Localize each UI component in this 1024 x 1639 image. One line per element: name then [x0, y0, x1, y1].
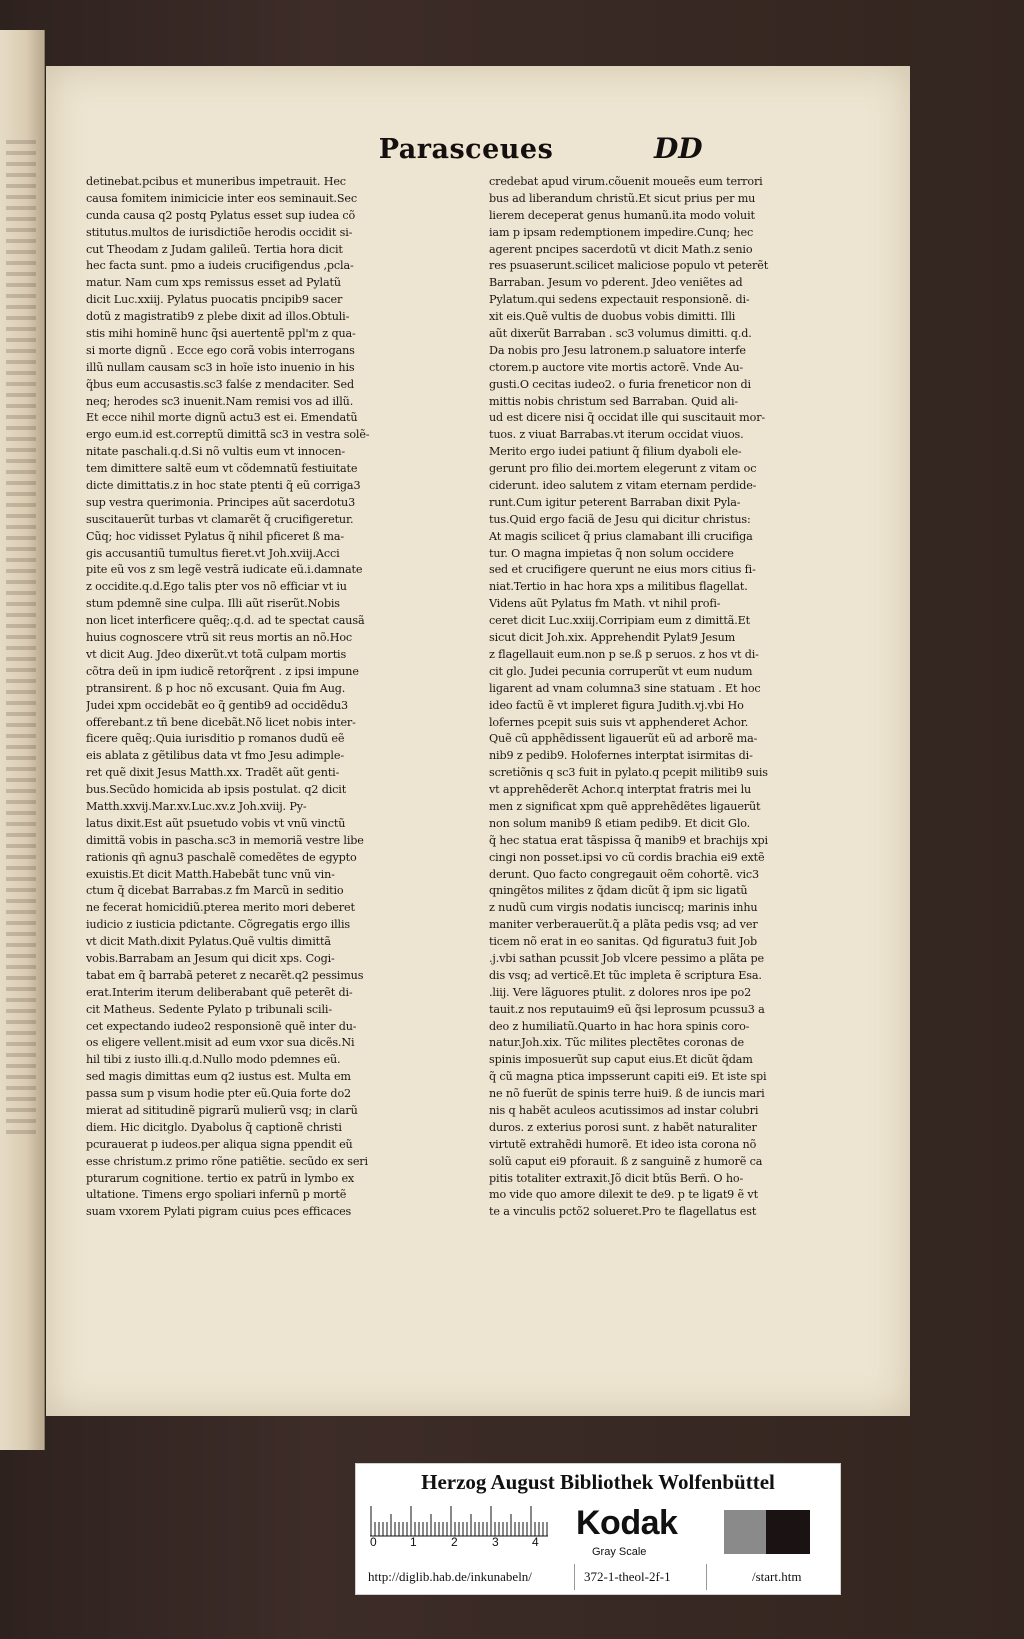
text-line: stum pdemnẽ sine culpa. Illi aũt riserũt.Nobis: [86, 597, 340, 611]
text-line: screti̇ỡnis q sc3 fuit in pylato.q pcepit militib9 suis: [489, 766, 768, 780]
ruler-number: 3: [492, 1535, 499, 1549]
text-line: dis vsq; ad verticẽ.Et tũc impleta ẽ scriptura Esa.: [489, 968, 762, 982]
text-line: tauit.z nos reputauim9 eũ q̃si leprosum pcussu3 a: [489, 1002, 765, 1016]
text-line: lierem deceperat genus humanũ.ita modo voluit: [489, 208, 755, 222]
folio-signature: DD: [654, 132, 703, 165]
text-line: Barraban. Jesum vo pderent. Jdeo veniẽtes ad: [489, 276, 743, 290]
text-line: qningẽtos milites z q̃dam dicũt q̃ ipm sic ligatũ: [489, 884, 748, 898]
text-line: ciderunt. ideo salutem z vitam eternam perdide-: [489, 479, 757, 493]
text-line: hil tibi z iusto illi.q.d.Nullo modo pdemnes eũ.: [86, 1053, 341, 1067]
text-line: solũ caput ei9 pforauit. ß z sanguinẽ z humorẽ ca: [489, 1154, 763, 1168]
text-line: res psuaserunt.scilicet maliciose populo vt peterẽt: [489, 259, 769, 273]
text-line: Cũq; hoc vidisset Pylatus q̃ nihil pficeret ß ma-: [86, 529, 344, 543]
text-line: ne nõ fuerũt de spinis terre hui9. ß de iuncis mari: [489, 1087, 765, 1101]
color-target-card: [355, 1463, 841, 1595]
text-line: illũ nullam causam sc3 in hoĩe isto inuenio in his: [86, 360, 355, 374]
text-line: ctum q̃ dicebat Barrabas.z fm Marcũ in seditio: [86, 884, 344, 898]
text-line: cit Matheus. Sedente Pylato p tribunali scili-: [86, 1002, 332, 1016]
text-line: cet expectando iudeo2 responsionẽ quẽ inter du-: [86, 1019, 357, 1033]
text-line: si morte dignũ . Ecce ego corã vobis interrogans: [86, 343, 355, 357]
text-line: derunt. Quo facto congregauit oẽm cohortẽ. vic3: [489, 867, 759, 881]
text-line: ptransirent. ß p hoc nõ excusant. Quia fm Aug.: [86, 681, 346, 695]
text-line: lofernes pcepit suis suis vt apphenderet Achor.: [489, 715, 749, 729]
text-line: men z significat xpm quẽ apprehẽdẽtes ligauerũt: [489, 799, 761, 813]
text-line: tur. O magna impietas q̃ non solum occidere: [489, 546, 734, 560]
text-line: stitutus.multos de iurisdictiõe herodis occidit si-: [86, 225, 353, 239]
text-line: passa sum p visum hodie pter eũ.Quia forte do2: [86, 1087, 351, 1101]
text-line: vt apprehẽderẽt Achor.q interptat fratris mei lu: [489, 783, 752, 797]
text-line: eis ablata z gẽtilibus data vt fmo Jesu adimple-: [86, 749, 344, 763]
text-line: niat.Tertio in hac hora xps a militibus flagellat.: [489, 580, 748, 594]
text-line: dimittã vobis in pascha.sc3 in memoriã vestre libe: [86, 833, 364, 847]
text-line: bus ad liberandum christũ.Et sicut prius per mu: [489, 191, 756, 205]
text-line: sed et crucifigere querunt ne eius mors citius fi-: [489, 563, 756, 577]
text-line: ctorem.p auctore vite mortis actorẽ. Vnde Au-: [489, 360, 744, 374]
text-line: esse christum.z primo rõne patiẽtie. secũdo ex seri: [86, 1154, 368, 1168]
text-line: offerebant.z tñ bene dicebãt.Nõ licet nobis inter-: [86, 715, 356, 729]
text-line: credebat apud virum.cõuenit moueẽs eum terrori: [489, 175, 763, 188]
text-line: non licet interficere quẽq;.q.d. ad te spectat causã: [86, 614, 365, 628]
text-line: cut Theodam z Judam galileũ. Tertia hora dicit: [86, 242, 343, 256]
text-line: maniter verberauerũt.q̃ a plãta pedis vsq; ad ver: [489, 918, 758, 932]
facing-page-edge: [0, 30, 45, 1450]
text-line: mierat ad sititudinẽ pigrarũ mulierũ vsq; in clarũ: [86, 1103, 358, 1117]
text-line: cit glo. Judei pecunia corruperũt vt eum nudum: [489, 664, 753, 678]
text-line: cunda causa q2 postq Pylatus esset sup iudea cõ: [86, 208, 356, 222]
text-line: ideo factũ ẽ vt impleret figura Judith.vj.vbi Ho: [489, 698, 744, 712]
url-bar: [356, 1560, 840, 1592]
text-line: ligarent ad vnam columna3 sine statuam . Et hoc: [489, 681, 761, 695]
text-line: detinebat.pcibus et muneribus impetrauit. Hec: [86, 175, 346, 188]
text-line: pturarum cognitione. tertio ex patrũ in lymbo ex: [86, 1171, 355, 1185]
ruler-number: 4: [532, 1535, 539, 1549]
shelfmark: 372-1-theol-2f-1: [584, 1569, 671, 1584]
text-line: duros. z exterius porosi sunt. z habẽt naturaliter: [489, 1120, 757, 1134]
text-line: ceret dicit Luc.xxiij.Corripiam eum z dimittã.Et: [489, 614, 750, 628]
ruler-number: 0: [370, 1535, 377, 1549]
text-line: Matth.xxvij.Mar.xv.Luc.xv.z Joh.xviij. Py-: [86, 799, 307, 813]
text-line: aũt dixerũt Barraban . sc3 volumus dimitti. q.d.: [489, 327, 752, 341]
text-line: iam p ipsam redemptionem impedire.Cunq; hec: [489, 225, 754, 239]
text-line: z occidite.q.d.Ego talis pter vos nõ efficiar vt iu: [86, 580, 347, 594]
text-line: suam vxorem Pylati pigram cuius pces efficaces: [86, 1205, 352, 1219]
text-line: latus dixit.Est aũt psuetudo vobis vt vnũ vinctũ: [86, 816, 346, 830]
text-line: .liij. Vere lãguores ptulit. z dolores nros ipe po2: [489, 985, 752, 999]
text-line: Judei xpm occidebãt eo q̃ gentib9 ad occidẽdu3: [86, 698, 349, 712]
text-line: suscitauerũt turbas vt clamarẽt q̃ crucifigeretur.: [86, 512, 354, 526]
text-line: At magis scilicet q̃ prius clamabant illi crucifiga: [489, 529, 753, 543]
text-line: te a vinculis pctõ2 solueret.Pro te flagellatus est: [489, 1205, 757, 1219]
text-line: ficere quẽq;.Quia iurisditio p romanos dudũ eẽ: [86, 732, 345, 746]
text-line: neq; herodes sc3 inuenit.Nam remisi vos ad illũ.: [86, 394, 354, 408]
text-line: non solum manib9 ß etiam pedib9. Et dicit Glo.: [489, 816, 751, 830]
printed-page: [46, 66, 910, 1416]
ruler-number: 1: [410, 1535, 417, 1549]
text-line: ne fecerat homicidiũ.pterea merito mori deberet: [86, 901, 355, 915]
separator: [574, 1564, 575, 1590]
text-line: Videns aũt Pylatus fm Math. vt nihil profi-: [489, 597, 721, 611]
text-line: pcurauerat p iudeos.per aliqua signa ppendit eũ: [86, 1137, 353, 1151]
kodak-logo: Kodak: [576, 1504, 678, 1542]
text-line: Da nobis pro Jesu latronem.p saluatore interfe: [489, 343, 746, 357]
text-line: virtutẽ extrahẽdi humorẽ. Et ideo ista corona nõ: [489, 1137, 757, 1151]
text-line: tabat em q̃ barrabã peteret z necarẽt.q2 pessimus: [86, 968, 364, 982]
right-text-column: [489, 174, 854, 1221]
text-line: q̃ cũ magna ptica impsserunt capiti ei9. Et iste spi: [489, 1070, 767, 1084]
gray-scale-label: Gray Scale: [592, 1546, 647, 1558]
text-line: mittis nobis christum sed Barraban. Quid ali-: [489, 394, 739, 408]
text-line: nib9 z pedib9. Holofernes interptat isirmitas di-: [489, 749, 753, 763]
text-line: sup vestra querimonia. Principes aũt sacerdotu3: [86, 495, 356, 509]
text-line: vt dicit Aug. Jdeo dixerũt.vt totã culpam mortis: [86, 647, 347, 661]
text-line: vobis.Barrabam an Jesum qui dicit xps. Cogi-: [86, 951, 335, 965]
text-line: q̃bus eum accusastis.sc3 falśe z mendaciter. Sed: [86, 377, 355, 391]
text-line: Pylatum.qui sedens expectauit responsionẽ. di-: [489, 293, 750, 307]
text-line: gusti.O cecitas iudeo2. o furia freneticor non di: [489, 377, 751, 391]
text-line: Quẽ cũ apphẽdissent ligauerũt eũ ad arborẽ ma-: [489, 732, 758, 746]
text-line: .j.vbi sathan pcussit Job vlcere pessimo a plãta pe: [489, 951, 764, 965]
text-line: huius cognoscere vtrũ sit reus mortis an nõ.Hoc: [86, 631, 353, 645]
separator: [706, 1564, 707, 1590]
text-line: sicut dicit Joh.xix. Apprehendit Pylat9 Jesum: [489, 631, 736, 645]
text-line: spinis imposuerũt sup caput eius.Et dicũt q̃dam: [489, 1053, 753, 1067]
text-line: gis accusantiũ tumultus fieret.vt Joh.xviij.Acci: [86, 546, 340, 560]
text-line: dicit Luc.xxiij. Pylatus puocatis pncipib9 sacer: [86, 293, 343, 307]
text-line: z nudũ cum virgis nodatis iunciscq; marinis inhu: [489, 901, 758, 915]
start-link: /start.htm: [752, 1569, 802, 1584]
text-line: xit eis.Quẽ vultis de duobus vobis dimitti. Illi: [489, 310, 736, 324]
text-line: bus.Secũdo homicida ab ipsis postulat. q2 dicit: [86, 783, 347, 797]
gray-swatch: [724, 1510, 766, 1554]
text-line: rationis qñ agnu3 paschalẽ comedẽtes de egypto: [86, 850, 357, 864]
text-line: runt.Cum igitur peterent Barraban dixit Pyla-: [489, 495, 741, 509]
text-line: mo vide quo amore dilexit te de9. p te ligat9 ẽ vt: [489, 1188, 758, 1202]
text-line: gerunt pro filio dei.mortem elegerunt z vitam oc: [489, 462, 757, 476]
text-line: agerent pncipes sacerdotũ vt dicit Math.z senio: [489, 242, 753, 256]
text-line: pite eũ vos z sm legẽ vestrã iudicate eũ.i.damnate: [86, 563, 363, 577]
dark-swatch: [766, 1510, 810, 1554]
text-line: dotũ z magistratib9 z plebe dixit ad illos.Obtuli-: [86, 310, 350, 324]
text-line: ultatione. Timens ergo spoliari infernũ p mortẽ: [86, 1188, 347, 1202]
text-line: cingi non posset.ipsi vo cũ cordis brachia ei9 extẽ: [489, 850, 765, 864]
text-line: pitis totaliter extraxit.Jõ dicit btũs Berñ. O ho-: [489, 1171, 744, 1185]
text-line: ud est dicere nisi q̃ occidat ille qui suscitauit mor-: [489, 411, 766, 425]
text-line: tuos. z viuat Barrabas.vt iterum occidat viuos.: [489, 428, 744, 442]
running-head: Parasceues: [378, 134, 554, 165]
text-line: Et ecce nihil morte dignũ actu3 est ei. Emendatũ: [86, 411, 358, 425]
text-line: sed magis dimittas eum q2 iustus est. Multa em: [86, 1070, 351, 1084]
text-line: stis mihi hominẽ hunc q̃si auertentẽ ppl'm z qua-: [86, 327, 356, 341]
text-line: causa fomitem inimicicie inter eos seminauit.Sec: [86, 191, 357, 205]
ruler-numbers: [370, 1535, 556, 1553]
text-line: nis q habẽt aculeos acutissimos ad instar colubri: [489, 1103, 759, 1117]
text-line: ergo eum.id est.correptũ dimittã sc3 in vestra solẽ-: [86, 428, 370, 442]
text-line: q̃ hec statua erat tãspissa q̃ manib9 et brachijs xpi: [489, 833, 768, 847]
facing-page-text-fragment: [6, 140, 36, 1140]
text-line: erat.Interim iterum deliberabant quẽ peterẽt di-: [86, 985, 353, 999]
text-line: deo z humiliatũ.Quarto in hac hora spinis coro-: [489, 1019, 750, 1033]
text-line: vt dicit Math.dixit Pylatus.Quẽ vultis dimittã: [86, 935, 331, 949]
ruler-number: 2: [451, 1535, 458, 1549]
text-line: os eligere vellent.misit ad eum vxor sua dicẽs.Ni: [86, 1036, 355, 1050]
text-line: exuistis.Et dicit Matth.Habebãt tunc vnũ vin-: [86, 867, 335, 881]
text-line: ticem nõ erat in eo sanitas. Qd figuratu3 fuit Job: [489, 935, 758, 949]
left-text-column: [86, 174, 451, 1221]
text-line: tus.Quid ergo faciã de Jesu qui dicitur christus:: [489, 512, 751, 526]
text-line: cõtra deũ in ipm iudicẽ retorq̃rent . z ipsi impune: [86, 664, 359, 678]
text-line: dicte dimittatis.z in hoc state ptenti q̃ eũ corriga3: [86, 479, 361, 493]
text-line: nitate paschali.q.d.Si nõ vultis eum vt innocen-: [86, 445, 346, 459]
text-line: matur. Nam cum xps remissus esset ad Pylatũ: [86, 276, 341, 290]
text-line: diem. Hic dicitglo. Dyabolus q̃ captionẽ christi: [86, 1120, 342, 1134]
digital-library-url: http://diglib.hab.de/inkunabeln/: [368, 1569, 532, 1584]
text-line: ret quẽ dixit Jesus Matth.xx. Tradẽt aũt genti-: [86, 766, 340, 780]
text-line: tem dimittere saltẽ eum vt cõdemnatũ festiuitate: [86, 462, 358, 476]
text-line: hec facta sunt. pmo a iudeis crucifigendus ,pcla-: [86, 259, 354, 273]
text-line: iudicio z iusticia pdictante. Cõgregatis ergo illis: [86, 918, 350, 932]
text-line: natur.Joh.xix. Tũc milites plectẽtes coronas de: [489, 1036, 744, 1050]
text-line: z flagellauit eum.non p se.ß p seruos. z hos vt di-: [489, 647, 759, 661]
text-line: Merito ergo iudei patiunt q̃ filium dyaboli ele-: [489, 445, 742, 459]
library-name: Herzog August Bibliothek Wolfenbüttel: [421, 1470, 775, 1494]
